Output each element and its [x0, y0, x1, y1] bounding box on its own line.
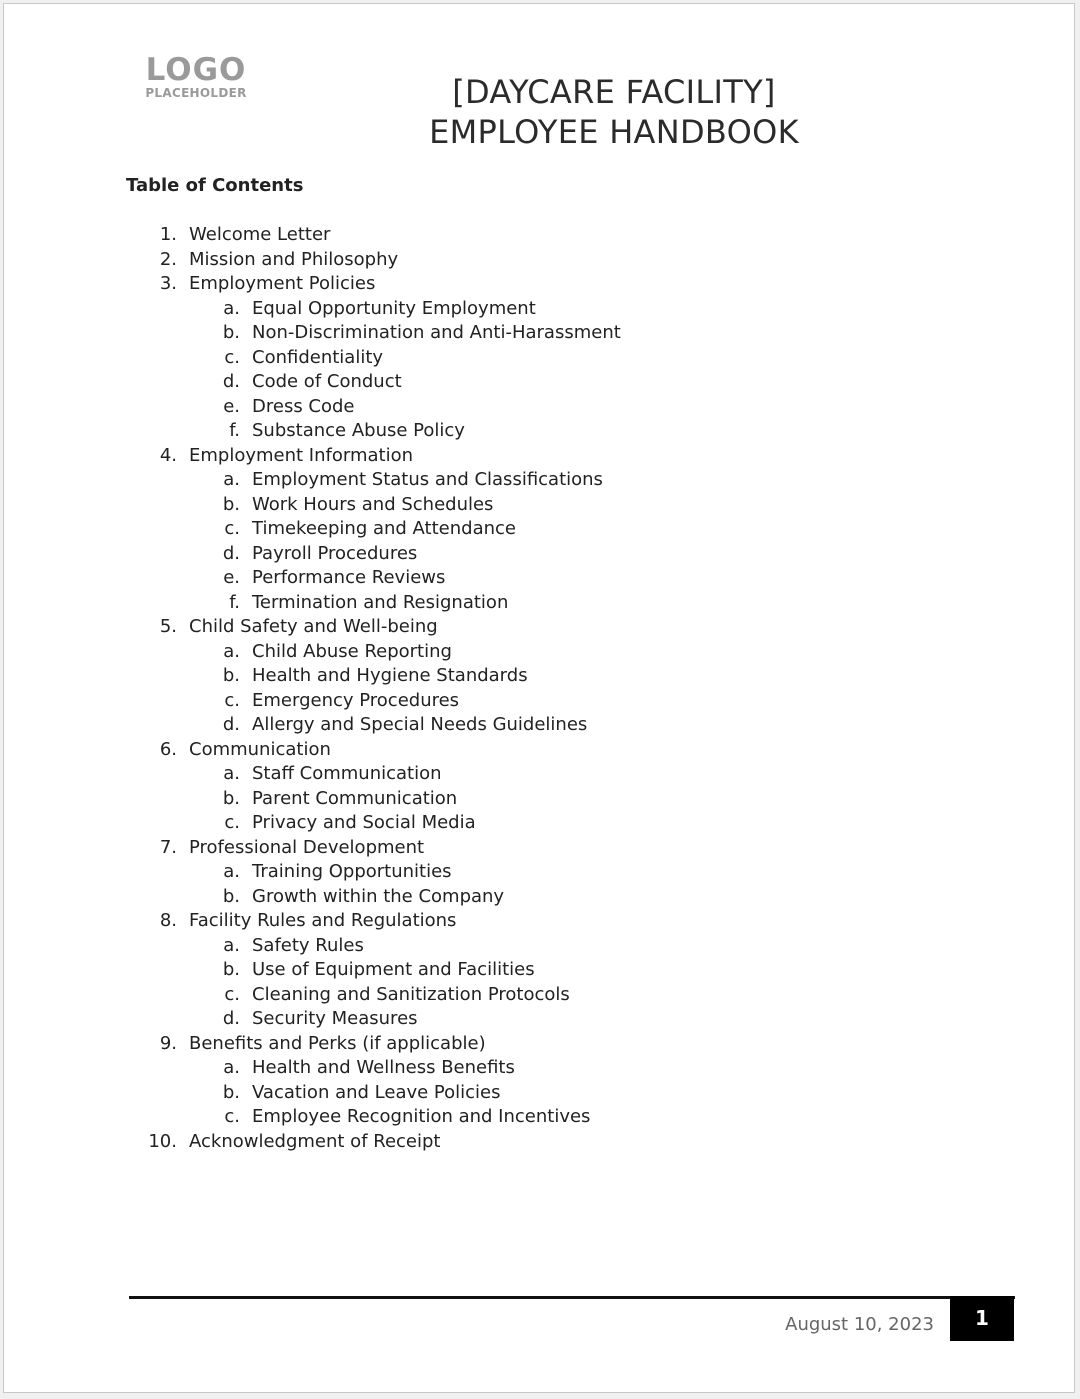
toc-subitem	[4, 640, 1076, 665]
toc-item-marker: a.	[223, 934, 240, 956]
toc-item-label: Dress Code	[252, 395, 355, 417]
toc-subitem	[4, 1081, 1076, 1106]
toc-item-marker: c.	[224, 1106, 240, 1127]
toc-item-marker: c.	[224, 689, 240, 711]
toc-subitem	[4, 1007, 1076, 1032]
toc-item-marker: 9.	[159, 1032, 177, 1054]
toc-item-marker: e.	[223, 567, 240, 588]
toc-subitem	[4, 591, 1076, 616]
toc-item-label: Security Measures	[252, 1008, 418, 1029]
toc-item-label: Professional Development	[189, 836, 425, 858]
toc-item-marker: a.	[223, 640, 240, 662]
toc-item-label: Child Safety and Well-being	[189, 616, 438, 637]
logo-text: LOGO	[145, 52, 247, 88]
toc-item-marker: f.	[229, 591, 240, 613]
toc-item-marker: 5.	[159, 616, 177, 637]
toc-item	[4, 444, 1076, 469]
toc-item	[4, 1130, 1076, 1155]
toc-item-marker: d.	[222, 371, 240, 392]
toc-subitem	[4, 811, 1076, 836]
toc-subitem	[4, 885, 1076, 910]
toc-subitem	[4, 419, 1076, 444]
toc-subitem	[4, 517, 1076, 542]
toc-item-label: Training Opportunities	[252, 861, 452, 882]
toc-item-label: Work Hours and Schedules	[252, 493, 494, 515]
toc-item-marker: f.	[229, 420, 240, 441]
toc-item-marker: a.	[223, 763, 240, 784]
page-number: 1	[950, 1296, 1014, 1341]
toc-subitem	[4, 860, 1076, 885]
toc-item-marker: 1.	[159, 224, 177, 245]
toc-subitem	[4, 468, 1076, 493]
toc-item-marker: 8.	[159, 910, 177, 931]
toc-item-label: Employment Status and Classifications	[252, 469, 603, 490]
toc-subitem	[4, 958, 1076, 983]
toc-subitem	[4, 934, 1076, 959]
toc-subitem	[4, 566, 1076, 591]
toc-item-marker: 7.	[159, 836, 177, 858]
toc-item-marker: e.	[223, 395, 240, 417]
toc-item-label: Mission and Philosophy	[189, 248, 399, 270]
toc-subitem	[4, 689, 1076, 714]
toc-subitem	[4, 346, 1076, 371]
toc-subitem	[4, 983, 1076, 1008]
toc-item-marker: b.	[222, 959, 240, 980]
toc-item-marker: c.	[224, 518, 240, 539]
toc-item-marker: d.	[222, 714, 240, 735]
toc-item-label: Communication	[189, 738, 331, 760]
toc-item-marker: 6.	[159, 738, 177, 760]
toc-item	[4, 223, 1076, 248]
toc-subitem	[4, 713, 1076, 738]
toc-item-label: Non-Discrimination and Anti-Harassment	[252, 322, 621, 343]
toc-subitem	[4, 395, 1076, 420]
toc-item-label: Acknowledgment of Receipt	[189, 1130, 441, 1152]
document-page	[3, 3, 1075, 1393]
toc-item-label: Emergency Procedures	[252, 689, 460, 711]
toc-item-label: Health and Wellness Benefits	[252, 1057, 515, 1078]
toc-item	[4, 909, 1076, 934]
toc-item-marker: 2.	[159, 248, 177, 270]
toc-item-marker: b.	[222, 1081, 240, 1103]
toc-item-marker: c.	[224, 983, 240, 1005]
toc-item-marker: b.	[222, 322, 240, 343]
toc-subitem	[4, 664, 1076, 689]
footer-date: August 10, 2023	[785, 1314, 934, 1335]
toc-subitem	[4, 493, 1076, 518]
logo-placeholder	[142, 54, 250, 100]
toc-item-marker: b.	[222, 665, 240, 686]
toc-item-label: Employment Policies	[189, 273, 376, 294]
toc-item-label: Privacy and Social Media	[252, 812, 476, 833]
table-of-contents	[4, 223, 1076, 1154]
toc-item-label: Timekeeping and Attendance	[252, 518, 516, 539]
toc-item	[4, 836, 1076, 861]
toc-item-marker: b.	[222, 787, 240, 809]
toc-item-marker: c.	[224, 346, 240, 368]
toc-subitem	[4, 762, 1076, 787]
toc-item-label: Allergy and Special Needs Guidelines	[252, 714, 588, 735]
toc-item-label: Staff Communication	[252, 763, 442, 784]
toc-item-label: Facility Rules and Regulations	[189, 910, 457, 931]
toc-item-label: Use of Equipment and Facilities	[252, 959, 535, 980]
toc-item-marker: b.	[222, 885, 240, 907]
toc-item	[4, 272, 1076, 297]
toc-item-label: Employee Recognition and Incentives	[252, 1106, 591, 1127]
toc-item-marker: b.	[222, 493, 240, 515]
footer-divider	[129, 1296, 1015, 1299]
toc-item-label: Payroll Procedures	[252, 542, 418, 564]
toc-item-label: Health and Hygiene Standards	[252, 665, 528, 686]
toc-item-marker: a.	[223, 861, 240, 882]
toc-item-label: Confidentiality	[252, 346, 384, 368]
toc-item	[4, 738, 1076, 763]
toc-item-label: Code of Conduct	[252, 371, 402, 392]
toc-heading: Table of Contents	[126, 175, 304, 196]
toc-item-marker: 3.	[159, 273, 177, 294]
toc-item-label: Child Abuse Reporting	[252, 640, 452, 662]
toc-item-label: Parent Communication	[252, 787, 458, 809]
toc-item-label: Equal Opportunity Employment	[252, 297, 536, 319]
toc-item-label: Cleaning and Sanitization Protocols	[252, 983, 570, 1005]
toc-subitem	[4, 321, 1076, 346]
logo-subtext: PLACEHOLDER	[145, 86, 247, 100]
document-title	[384, 72, 844, 152]
toc-item	[4, 1032, 1076, 1057]
toc-subitem	[4, 370, 1076, 395]
toc-item-label: Vacation and Leave Policies	[252, 1081, 501, 1103]
toc-item-marker: 10.	[148, 1130, 177, 1152]
toc-item	[4, 615, 1076, 640]
toc-item-marker: a.	[223, 1057, 240, 1078]
toc-item-label: Benefits and Perks (if applicable)	[189, 1032, 486, 1054]
toc-item	[4, 248, 1076, 273]
toc-item-label: Growth within the Company	[252, 885, 505, 907]
toc-item-label: Welcome Letter	[189, 224, 331, 245]
toc-subitem	[4, 787, 1076, 812]
title-line-2: EMPLOYEE HANDBOOK	[429, 113, 799, 151]
toc-item-marker: a.	[223, 469, 240, 490]
toc-item-label: Safety Rules	[252, 934, 364, 956]
toc-item-marker: d.	[222, 1008, 240, 1029]
toc-item-label: Performance Reviews	[252, 567, 446, 588]
toc-item-label: Employment Information	[189, 444, 413, 466]
title-line-1: [DAYCARE FACILITY]	[452, 73, 776, 111]
toc-item-marker: 4.	[159, 444, 177, 466]
toc-subitem	[4, 1105, 1076, 1130]
toc-subitem	[4, 297, 1076, 322]
toc-item-label: Termination and Resignation	[252, 591, 509, 613]
toc-item-marker: d.	[222, 542, 240, 564]
toc-item-marker: a.	[223, 297, 240, 319]
toc-subitem	[4, 542, 1076, 567]
toc-item-label: Substance Abuse Policy	[252, 420, 465, 441]
toc-item-marker: c.	[224, 812, 240, 833]
toc-subitem	[4, 1056, 1076, 1081]
